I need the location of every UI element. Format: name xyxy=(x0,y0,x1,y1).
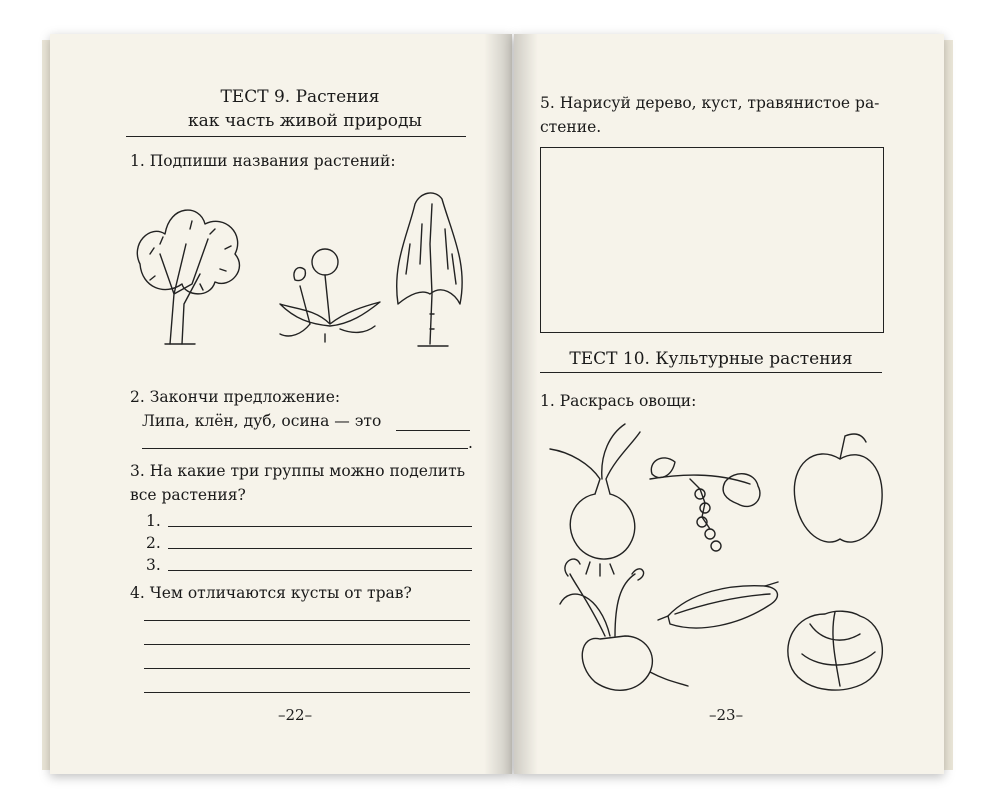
question-4-label: 4. Чем отличаются кусты от трав? xyxy=(130,584,412,602)
test9-title-line2: как часть живой природы xyxy=(188,111,422,131)
open-book xyxy=(40,34,955,774)
title-underline xyxy=(126,136,466,137)
question-5-label-line2: стение. xyxy=(540,118,602,136)
question-3-item-2: 2. xyxy=(146,534,161,552)
answer-line-q4-2[interactable] xyxy=(144,644,470,645)
question-2-period: . xyxy=(468,434,473,452)
cabbage-drawing xyxy=(788,611,882,690)
apple-drawing xyxy=(794,434,882,542)
beet-drawing xyxy=(560,559,688,690)
question-1-label: 1. Подпиши названия растений: xyxy=(130,152,396,170)
birch-drawing xyxy=(397,193,462,346)
vegetables-illustration xyxy=(540,424,890,694)
answer-line-q2-a[interactable] xyxy=(396,430,470,431)
answer-line-q3-1[interactable] xyxy=(168,526,472,527)
page-number-left: –22– xyxy=(278,706,313,724)
answer-line-q3-3[interactable] xyxy=(168,570,472,571)
zucchini-drawing xyxy=(658,582,778,628)
answer-line-q4-4[interactable] xyxy=(144,692,470,693)
test10-title-underline xyxy=(540,372,882,373)
question-3-item-1: 1. xyxy=(146,512,161,530)
onion-drawing xyxy=(550,424,640,576)
question-5-label-line1: 5. Нарисуй дерево, куст, травянистое ра- xyxy=(540,94,880,112)
question-3-label-line2: все растения? xyxy=(130,486,246,504)
page-number-right: –23– xyxy=(709,706,744,724)
answer-line-q3-2[interactable] xyxy=(168,548,472,549)
answer-line-q4-3[interactable] xyxy=(144,668,470,669)
answer-line-q2-b[interactable] xyxy=(142,448,468,449)
right-page xyxy=(514,34,944,774)
question-2-label: 2. Закончи предложение: xyxy=(130,388,341,406)
dandelion-drawing xyxy=(280,249,380,342)
question-3-label-line1: 3. На какие три группы можно поделить xyxy=(130,462,466,480)
plants-illustration xyxy=(130,184,470,354)
drawing-box[interactable] xyxy=(540,147,884,333)
left-page xyxy=(50,34,512,774)
test10-title: ТЕСТ 10. Культурные растения xyxy=(569,349,853,369)
test9-title-line1: ТЕСТ 9. Растения xyxy=(220,87,380,107)
question-1-label-right: 1. Раскрась овощи: xyxy=(540,392,697,410)
shrub-drawing xyxy=(137,210,239,344)
currant-drawing xyxy=(650,458,760,551)
question-2-sentence: Липа, клён, дуб, осина — это xyxy=(142,412,382,430)
answer-line-q4-1[interactable] xyxy=(144,620,470,621)
question-3-item-3: 3. xyxy=(146,556,161,574)
